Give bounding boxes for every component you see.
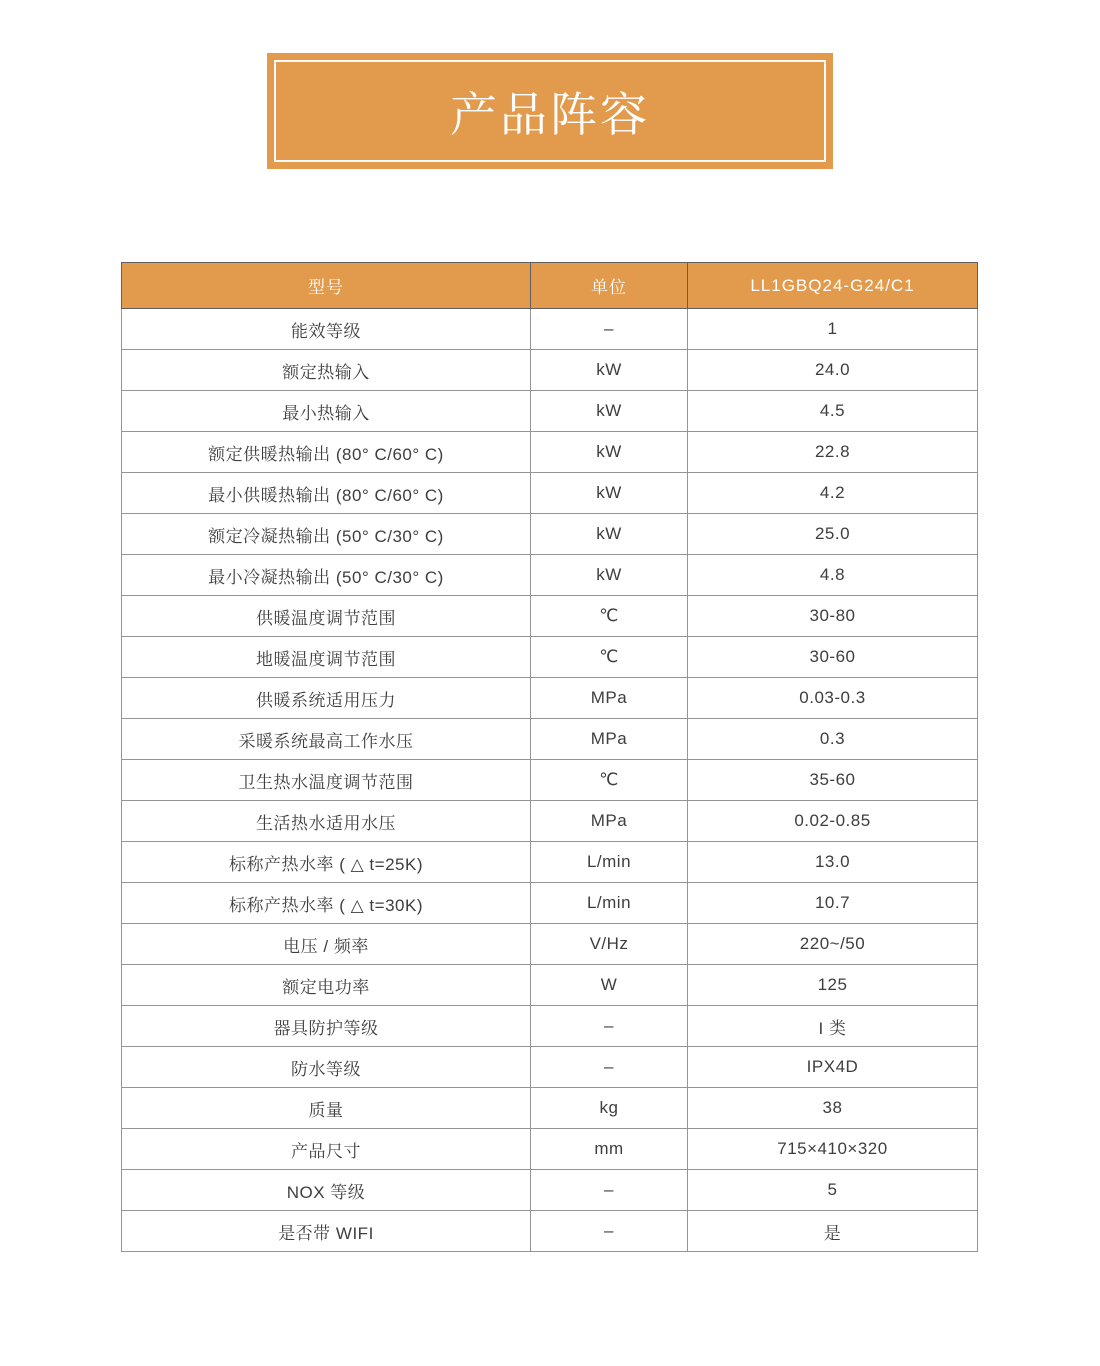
spec-unit-cell: kW	[531, 514, 688, 555]
spec-label-cell: 产品尺寸	[122, 1129, 531, 1170]
spec-row	[122, 350, 978, 391]
spec-value-cell: 是	[688, 1211, 978, 1252]
spec-row	[122, 719, 978, 760]
spec-unit-cell: MPa	[531, 801, 688, 842]
spec-row	[122, 842, 978, 883]
spec-label-cell: 是否带 WIFI	[122, 1211, 531, 1252]
spec-label-cell: 卫生热水温度调节范围	[122, 760, 531, 801]
spec-label-cell: 额定热输入	[122, 350, 531, 391]
spec-value-cell: 38	[688, 1088, 978, 1129]
spec-value-cell: 0.3	[688, 719, 978, 760]
spec-label-cell: 电压 / 频率	[122, 924, 531, 965]
spec-label-cell: 额定供暖热输出 (80° C/60° C)	[122, 432, 531, 473]
spec-unit-cell: kg	[531, 1088, 688, 1129]
spec-value-cell: 25.0	[688, 514, 978, 555]
spec-unit-cell: W	[531, 965, 688, 1006]
spec-row	[122, 1047, 978, 1088]
spec-row	[122, 965, 978, 1006]
spec-value-cell: 10.7	[688, 883, 978, 924]
spec-unit-cell: MPa	[531, 719, 688, 760]
spec-unit-cell: mm	[531, 1129, 688, 1170]
spec-unit-cell: kW	[531, 350, 688, 391]
spec-label-cell: NOX 等级	[122, 1170, 531, 1211]
spec-value-cell: 4.2	[688, 473, 978, 514]
spec-value-cell: 4.8	[688, 555, 978, 596]
spec-label-cell: 标称产热水率 ( △ t=25K)	[122, 842, 531, 883]
page-title: 产品阵容	[450, 87, 650, 141]
spec-value-cell: 1	[688, 309, 978, 350]
spec-row	[122, 637, 978, 678]
spec-label-cell: 供暖温度调节范围	[122, 596, 531, 637]
spec-row	[122, 1129, 978, 1170]
spec-label-cell: 最小供暖热输出 (80° C/60° C)	[122, 473, 531, 514]
spec-value-cell: 5	[688, 1170, 978, 1211]
spec-unit-cell: –	[531, 309, 688, 350]
spec-row	[122, 391, 978, 432]
spec-value-cell: 35-60	[688, 760, 978, 801]
spec-value-cell: 13.0	[688, 842, 978, 883]
spec-unit-cell: ℃	[531, 760, 688, 801]
spec-unit-cell: L/min	[531, 883, 688, 924]
spec-value-cell: 30-60	[688, 637, 978, 678]
spec-row	[122, 1170, 978, 1211]
header-model-number: LL1GBQ24-G24/C1	[688, 263, 978, 309]
spec-value-cell: 0.03-0.3	[688, 678, 978, 719]
spec-label-cell: 器具防护等级	[122, 1006, 531, 1047]
spec-value-cell: 125	[688, 965, 978, 1006]
spec-label-cell: 额定冷凝热输出 (50° C/30° C)	[122, 514, 531, 555]
spec-row	[122, 1006, 978, 1047]
spec-unit-cell: kW	[531, 555, 688, 596]
spec-table	[121, 262, 978, 1252]
spec-row	[122, 309, 978, 350]
spec-unit-cell: –	[531, 1047, 688, 1088]
spec-label-cell: 生活热水适用水压	[122, 801, 531, 842]
spec-row	[122, 760, 978, 801]
spec-row	[122, 1088, 978, 1129]
spec-value-cell: 715×410×320	[688, 1129, 978, 1170]
spec-row	[122, 514, 978, 555]
spec-unit-cell: MPa	[531, 678, 688, 719]
spec-value-cell: 24.0	[688, 350, 978, 391]
spec-value-cell: 0.02-0.85	[688, 801, 978, 842]
spec-label-cell: 防水等级	[122, 1047, 531, 1088]
spec-unit-cell: –	[531, 1170, 688, 1211]
spec-value-cell: 30-80	[688, 596, 978, 637]
spec-unit-cell: L/min	[531, 842, 688, 883]
spec-value-cell: 220~/50	[688, 924, 978, 965]
spec-unit-cell: kW	[531, 432, 688, 473]
header-model-label: 型号	[122, 263, 531, 309]
spec-unit-cell: kW	[531, 391, 688, 432]
spec-label-cell: 最小热输入	[122, 391, 531, 432]
spec-table-body	[122, 309, 978, 1252]
spec-label-cell: 能效等级	[122, 309, 531, 350]
spec-row	[122, 555, 978, 596]
header-unit-label: 单位	[531, 263, 688, 309]
spec-unit-cell: –	[531, 1006, 688, 1047]
spec-row	[122, 678, 978, 719]
spec-unit-cell: ℃	[531, 596, 688, 637]
spec-label-cell: 地暖温度调节范围	[122, 637, 531, 678]
spec-label-cell: 质量	[122, 1088, 531, 1129]
spec-table-header-row	[122, 263, 978, 309]
spec-unit-cell: ℃	[531, 637, 688, 678]
spec-value-cell: 22.8	[688, 432, 978, 473]
spec-row	[122, 883, 978, 924]
spec-unit-cell: kW	[531, 473, 688, 514]
spec-value-cell: I 类	[688, 1006, 978, 1047]
spec-label-cell: 最小冷凝热输出 (50° C/30° C)	[122, 555, 531, 596]
product-lineup-banner	[267, 53, 833, 169]
spec-row	[122, 432, 978, 473]
spec-label-cell: 供暖系统适用压力	[122, 678, 531, 719]
spec-row	[122, 596, 978, 637]
spec-label-cell: 额定电功率	[122, 965, 531, 1006]
spec-label-cell: 标称产热水率 ( △ t=30K)	[122, 883, 531, 924]
spec-value-cell: 4.5	[688, 391, 978, 432]
spec-row	[122, 1211, 978, 1252]
spec-unit-cell: V/Hz	[531, 924, 688, 965]
spec-row	[122, 473, 978, 514]
spec-unit-cell: –	[531, 1211, 688, 1252]
spec-row	[122, 801, 978, 842]
spec-label-cell: 采暖系统最高工作水压	[122, 719, 531, 760]
spec-row	[122, 924, 978, 965]
spec-value-cell: IPX4D	[688, 1047, 978, 1088]
